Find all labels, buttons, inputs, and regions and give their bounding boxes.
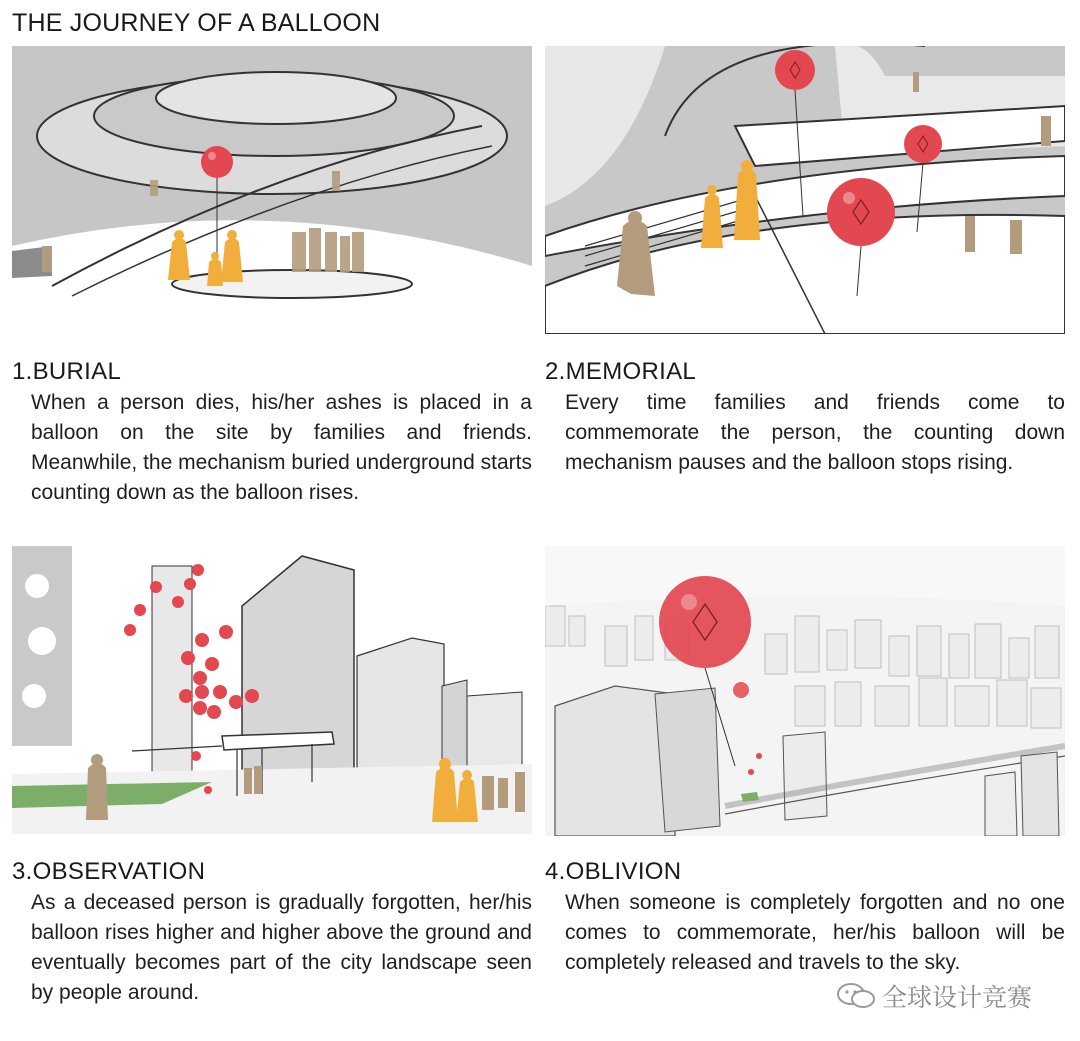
watermark-text: 全球设计竞赛: [882, 984, 1033, 1012]
page-title: THE JOURNEY OF A BALLOON: [12, 9, 381, 37]
step-2-text: Every time families and friends come to commemorate the person, the counting down mechanism pauses and the balloon stops rising.: [565, 391, 1065, 474]
illustration-oblivion: [545, 546, 1065, 836]
balloon-tiny: [748, 769, 754, 775]
step-3-text: As a deceased person is gradually forgotten, her/his balloon rises higher and higher above the ground and eventually becomes part of the city landscape seen by people around.: [31, 891, 532, 1004]
step-3-heading: 3.OBSERVATION: [12, 858, 206, 885]
watermark: [836, 978, 1032, 1014]
balloon-tiny: [756, 753, 762, 759]
step-4-text: When someone is completely forgotten and no one comes to commemorate, her/his balloon will be completely released and travels to the sky.: [565, 891, 1065, 974]
step-1-text: When a person dies, his/her ashes is placed in a balloon on the site by families and friends. Meanwhile, the mechanism buried underground starts counting down as the balloon rises.: [31, 391, 532, 504]
step-2-heading: 2.MEMORIAL: [545, 358, 697, 385]
illustration-memorial: [545, 46, 1065, 334]
illustration-burial: [12, 46, 532, 338]
balloon-small: [733, 682, 749, 698]
illustration-observation: [12, 546, 532, 834]
step-1-heading: 1.BURIAL: [12, 358, 122, 385]
step-4-heading: 4.OBLIVION: [545, 858, 682, 885]
wechat-icon: [836, 981, 876, 1011]
